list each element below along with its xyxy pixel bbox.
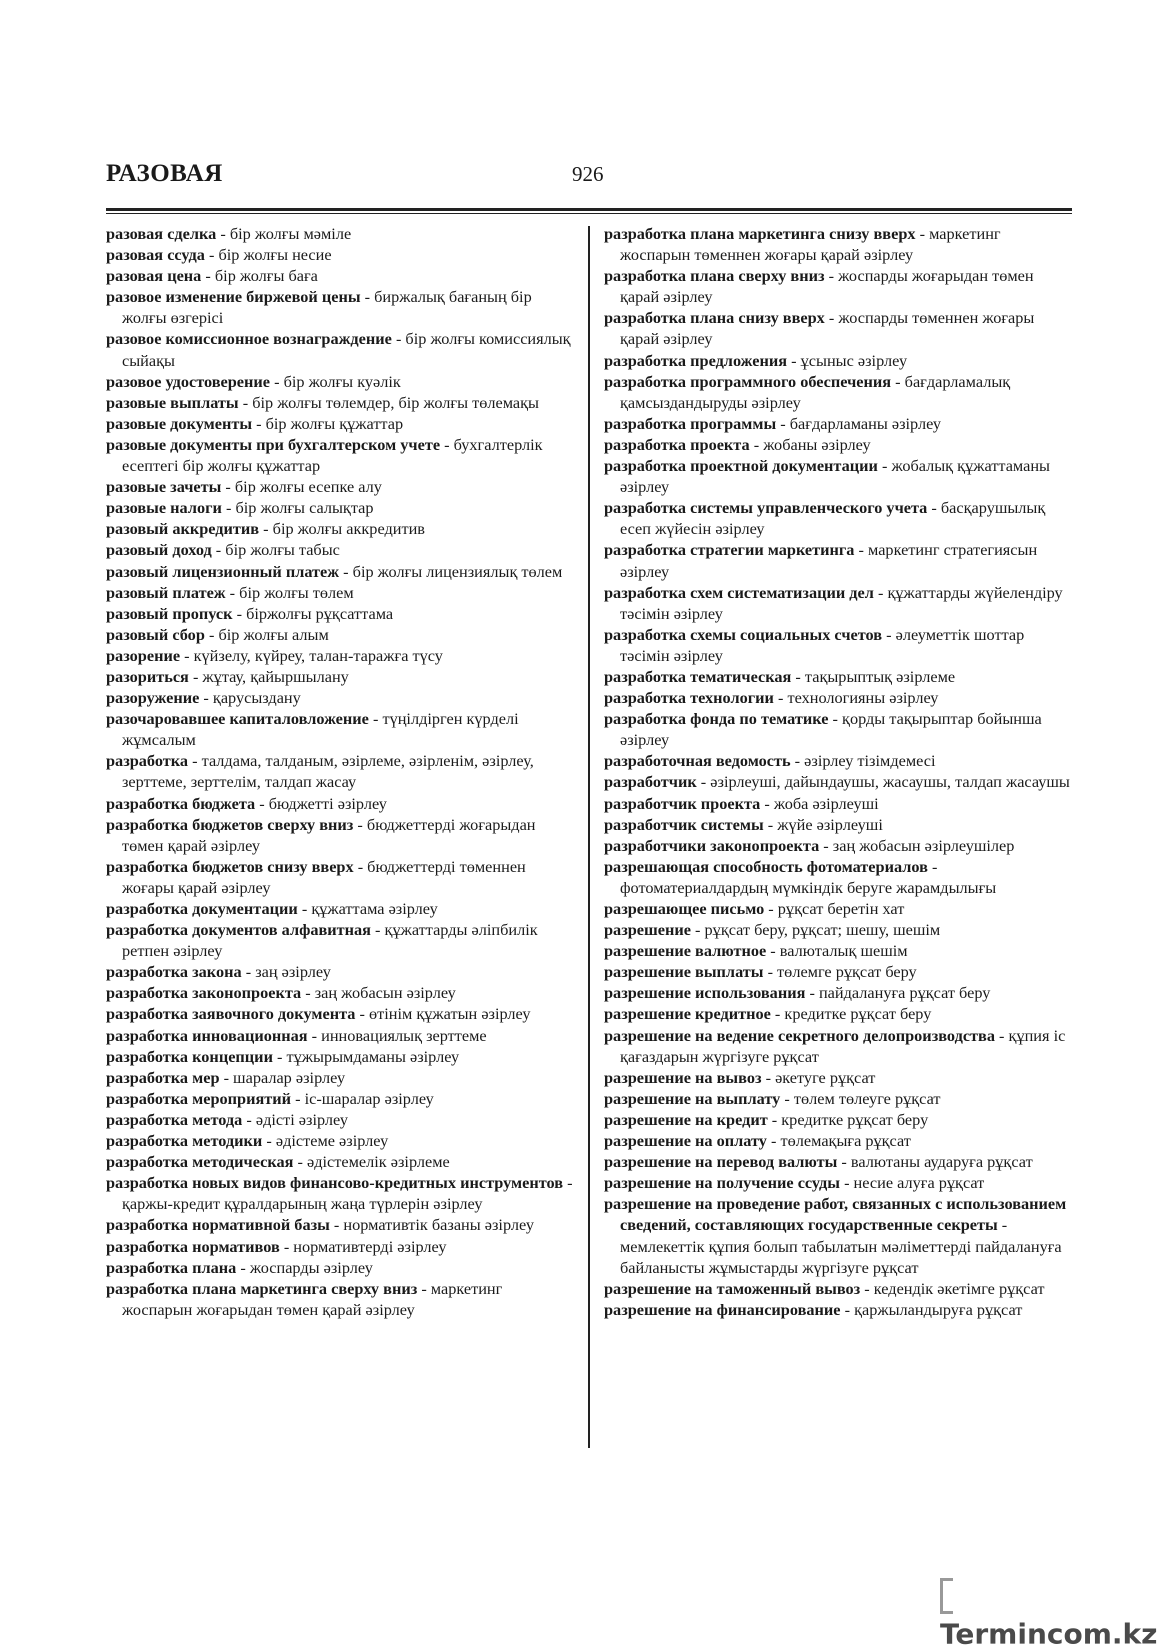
- dictionary-entry: [604, 582, 1072, 624]
- dictionary-entry: [106, 1088, 576, 1109]
- entry-definition: - қорды тақырыптар бойынша әзірлеу: [620, 709, 1042, 750]
- entry-definition: - қарусыздану: [199, 688, 301, 708]
- dictionary-entry: [106, 582, 576, 603]
- dictionary-entry: [604, 624, 1072, 666]
- entry-term: разработка закона: [106, 962, 242, 982]
- entry-term: разрешение валютное: [604, 941, 767, 961]
- left-column: [106, 223, 576, 1320]
- entry-definition: - бағдарламаны әзірлеу: [776, 413, 942, 433]
- entry-definition: - кредитке рұқсат беру: [770, 1004, 932, 1024]
- dictionary-entry: [604, 1193, 1072, 1277]
- right-column: [604, 223, 1072, 1320]
- entry-term: разрешение на проведение работ, связанных с использованием сведений, составляющих государственные секреты: [604, 1194, 1067, 1235]
- entry-definition: - бір жолғы несие: [204, 245, 332, 265]
- dictionary-entry: [106, 961, 576, 982]
- entry-definition: - әдістеме әзірлеу: [262, 1131, 389, 1151]
- entry-definition: - несие алуға рұқсат: [840, 1173, 985, 1193]
- entry-definition: - бір жолғы табыс: [211, 540, 340, 560]
- entry-term: разовые зачеты: [106, 477, 222, 497]
- entry-definition: - бір жолғы аккредитив: [259, 519, 425, 539]
- entry-term: разовый сбор: [106, 624, 205, 644]
- dictionary-entry: [106, 286, 576, 328]
- dictionary-entry: [106, 708, 576, 750]
- entry-definition: - рұқсат беру, рұқсат; шешу, шешім: [690, 920, 941, 940]
- entry-definition: - заң әзірлеу: [241, 962, 331, 982]
- dictionary-entry: [604, 1130, 1072, 1151]
- entry-definition: - төлем төлеуге рұқсат: [780, 1088, 941, 1108]
- dictionary-entry: [106, 539, 576, 560]
- dictionary-entry: [106, 392, 576, 413]
- entry-definition: - маркетинг жоспарын төменнен жоғары қарай әзірлеу: [620, 224, 1001, 265]
- dictionary-entry: [106, 1003, 576, 1024]
- entry-term: разрешение на выплату: [604, 1088, 781, 1108]
- entry-term: разработка системы управленческого учета: [604, 498, 928, 518]
- running-head: РАЗОВАЯ: [106, 160, 223, 187]
- entry-term: разработка стратегии маркетинга: [604, 540, 855, 560]
- dictionary-entry: [604, 814, 1072, 835]
- entry-term: разработка заявочного документа: [106, 1004, 356, 1024]
- entry-term: разрешение использования: [604, 983, 806, 1003]
- entry-definition: - заң жобасын әзірлеушілер: [819, 835, 1015, 855]
- entry-term: разориться: [106, 666, 189, 686]
- entry-definition: - бір жолғы баға: [201, 266, 318, 286]
- entry-definition: - жоспарды төменнен жоғары қарай әзірлеу: [620, 308, 1035, 349]
- entry-term: разовые документы при бухгалтерском учете: [106, 434, 441, 454]
- dictionary-entry: [106, 687, 576, 708]
- page-number: 926: [572, 162, 604, 186]
- entry-definition: - бюджеттерді жоғарыдан төмен қарай әзірлеу: [122, 814, 536, 855]
- entry-term: разработка плана маркетинга снизу вверх: [604, 224, 916, 243]
- dictionary-entry: [604, 1109, 1072, 1130]
- dictionary-entry: [106, 518, 576, 539]
- dictionary-entry: [106, 1214, 576, 1235]
- watermark-text: Termincom.kz: [940, 1617, 1158, 1651]
- logo-bracket-icon: [940, 1578, 953, 1614]
- entry-term: разовая сделка: [106, 224, 217, 243]
- entry-term: разработка предложения: [604, 350, 788, 370]
- dictionary-entry: [106, 793, 576, 814]
- entry-definition: - жүйе әзірлеуші: [763, 814, 883, 834]
- entry-term: разработка фонда по тематике: [604, 709, 829, 729]
- entry-term: разрешение выплаты: [604, 962, 764, 982]
- entry-term: разовые налоги: [106, 498, 222, 518]
- dictionary-entry: [106, 1130, 576, 1151]
- entry-definition: - іс-шаралар әзірлеу: [291, 1088, 434, 1108]
- dictionary-entry: [106, 603, 576, 624]
- entry-definition: - инновациялық зерттеме: [307, 1025, 487, 1045]
- entry-definition: - әзірлеу тізімдемесі: [790, 751, 936, 771]
- entry-definition: - шаралар әзірлеу: [219, 1067, 346, 1087]
- dictionary-entry: [106, 919, 576, 961]
- entry-term: разработка проектной документации: [604, 456, 878, 476]
- dictionary-entry: [106, 750, 576, 792]
- entry-term: разработчик: [604, 772, 697, 792]
- entry-term: разработка инновационная: [106, 1025, 308, 1045]
- dictionary-entry: [604, 1067, 1072, 1088]
- entry-term: разработка плана сверху вниз: [604, 266, 825, 286]
- entry-term: разработка нормативной базы: [106, 1215, 330, 1235]
- entry-definition: - тақырыптық әзірлеме: [791, 666, 956, 686]
- entry-definition: - жобаны әзірлеу: [749, 434, 871, 454]
- entry-term: разработчик проекта: [604, 793, 761, 813]
- entry-term: разработка метода: [106, 1109, 243, 1129]
- entry-definition: - маркетинг жоспарын жоғарыдан төмен қарай әзірлеу: [122, 1278, 503, 1319]
- dictionary-entry: [106, 476, 576, 497]
- entry-definition: - жоспарды жоғарыдан төмен қарай әзірлеу: [620, 266, 1034, 307]
- entry-term: разработка мероприятий: [106, 1088, 292, 1108]
- entry-term: разработка бюджета: [106, 793, 256, 813]
- dictionary-entry: [604, 961, 1072, 982]
- entry-term: разовый платеж: [106, 582, 226, 602]
- entry-term: разработка нормативов: [106, 1236, 280, 1256]
- dictionary-entry: [106, 1172, 576, 1214]
- entry-definition: - жобалық құжаттаманы әзірлеу: [620, 456, 1050, 497]
- dictionary-entry: [604, 1299, 1072, 1320]
- entry-definition: - бір жолғы есепке алу: [221, 477, 382, 497]
- entry-definition: - бір жолғы алым: [204, 624, 329, 644]
- entry-definition: - әлеуметтік шоттар тәсімін әзірлеу: [620, 624, 1025, 665]
- entry-term: разработка новых видов финансово-кредитных инструментов: [106, 1173, 564, 1193]
- dictionary-entry: [106, 1046, 576, 1067]
- entry-term: разовый лицензионный платеж: [106, 561, 340, 581]
- dictionary-entry: [106, 1257, 576, 1278]
- entry-term: разовое изменение биржевой цены: [106, 287, 361, 307]
- entry-term: разрешение на оплату: [604, 1131, 767, 1151]
- entry-term: разовый пропуск: [106, 603, 233, 623]
- page-header: [106, 150, 1072, 210]
- entry-definition: - біржолғы рұқсаттама: [232, 603, 394, 623]
- dictionary-entry: [604, 1088, 1072, 1109]
- entry-term: разорение: [106, 645, 181, 665]
- dictionary-entry: [604, 919, 1072, 940]
- entry-definition: - бір жолғы мәміле: [216, 224, 352, 243]
- entry-term: разовый доход: [106, 540, 212, 560]
- dictionary-entry: [604, 982, 1072, 1003]
- entry-term: разрешение на ведение секретного делопроизводства: [604, 1025, 995, 1045]
- entry-definition: - бір жолғы лицензиялық төлем: [339, 561, 563, 581]
- header-rule-thick: [106, 208, 1072, 211]
- entry-definition: - төлемге рұқсат беру: [763, 962, 917, 982]
- dictionary-entry: [106, 223, 576, 244]
- dictionary-entry: [604, 413, 1072, 434]
- entry-term: разработка мер: [106, 1067, 220, 1087]
- entry-definition: - түңілдірген күрделі жұмсалым: [122, 709, 519, 750]
- dictionary-entry: [604, 1003, 1072, 1024]
- dictionary-entry: [604, 265, 1072, 307]
- entry-term: разрешение на финансирование: [604, 1299, 841, 1319]
- dictionary-entry: [106, 1236, 576, 1257]
- entry-definition: - бір жолғы комиссиялық сыйақы: [122, 329, 571, 370]
- dictionary-entry: [604, 539, 1072, 581]
- entry-term: разработка схемы социальных счетов: [604, 624, 883, 644]
- entry-term: разработка бюджетов снизу вверх: [106, 856, 354, 876]
- dictionary-entry: [106, 1151, 576, 1172]
- dictionary-entry: [106, 898, 576, 919]
- entry-definition: - талдама, талданым, әзірлеме, әзірленім, әзірлеу, зерттеме, зерттелім, талдап жасау: [122, 751, 534, 792]
- entry-term: разработка: [106, 751, 189, 771]
- entry-definition: - бағдарламалық қамсыздандыруды әзірлеу: [620, 371, 1011, 412]
- entry-definition: - құпия іс қағаздарын жүргізуге рұқсат: [620, 1025, 1066, 1066]
- dictionary-entry: [106, 328, 576, 370]
- entry-term: разработочная ведомость: [604, 751, 791, 771]
- entry-term: разрешение: [604, 920, 691, 940]
- entry-definition: - технологияны әзірлеу: [773, 688, 939, 708]
- dictionary-entry: [604, 1151, 1072, 1172]
- dictionary-entry: [604, 497, 1072, 539]
- dictionary-entry: [604, 1025, 1072, 1067]
- entry-term: разрешение на вывоз: [604, 1067, 762, 1087]
- entry-term: разовая цена: [106, 266, 202, 286]
- dictionary-entry: [106, 856, 576, 898]
- entry-term: разработка проекта: [604, 434, 750, 454]
- entry-definition: - фотоматериалдардың мүмкіндік беруге жарамдылығы: [620, 856, 997, 897]
- entry-definition: - рұқсат беретін хат: [764, 899, 905, 918]
- dictionary-entry: [106, 624, 576, 645]
- entry-definition: - нормативтерді әзірлеу: [279, 1236, 447, 1256]
- dictionary-entry: [604, 455, 1072, 497]
- dictionary-entry: [106, 265, 576, 286]
- entry-definition: - нормативтік базаны әзірлеу: [329, 1215, 534, 1235]
- dictionary-entry: [106, 645, 576, 666]
- entry-term: разработка плана маркетинга сверху вниз: [106, 1278, 418, 1298]
- entry-term: разработка схем систематизации дел: [604, 582, 874, 602]
- dictionary-entry: [604, 835, 1072, 856]
- entry-definition: - әкетуге рұқсат: [761, 1067, 876, 1087]
- dictionary-entry: [604, 371, 1072, 413]
- entry-term: разрешение на перевод валюты: [604, 1152, 838, 1172]
- entry-definition: - бір жолғы төлем: [225, 582, 354, 602]
- entry-definition: - бюджеттерді төменнен жоғары қарай әзірлеу: [122, 856, 526, 897]
- entry-term: разовые документы: [106, 413, 253, 433]
- entry-definition: - құжаттама әзірлеу: [297, 899, 438, 918]
- entry-term: разрешающее письмо: [604, 899, 765, 918]
- entry-definition: - маркетинг стратегиясын әзірлеу: [620, 540, 1038, 581]
- dictionary-entry: [604, 307, 1072, 349]
- dictionary-entry: [106, 371, 576, 392]
- entry-term: разрешение на кредит: [604, 1109, 768, 1129]
- entry-term: разочаровавшее капиталовложение: [106, 709, 369, 729]
- dictionary-entry: [106, 434, 576, 476]
- entry-term: разоружение: [106, 688, 200, 708]
- dictionary-entry: [604, 687, 1072, 708]
- dictionary-entry: [106, 413, 576, 434]
- entry-term: разовая ссуда: [106, 245, 205, 265]
- entry-definition: - басқарушылық есеп жүйесін әзірлеу: [620, 498, 1046, 539]
- dictionary-entry: [106, 1067, 576, 1088]
- entry-definition: - құжаттарды жүйелендіру тәсімін әзірлеу: [620, 582, 1063, 623]
- entry-term: разработка законопроекта: [106, 983, 302, 1003]
- dictionary-entry: [106, 982, 576, 1003]
- entry-term: разработка технологии: [604, 688, 774, 708]
- entry-definition: - күйзелу, күйреу, талан-таражға түсу: [180, 645, 443, 665]
- entry-term: разработчик системы: [604, 814, 764, 834]
- header-rule-thin: [106, 213, 1072, 214]
- entry-term: разовое комиссионное вознаграждение: [106, 329, 392, 349]
- entry-definition: - жұтау, қайыршылану: [188, 666, 349, 686]
- entry-term: разрешение на таможенный вывоз: [604, 1278, 861, 1298]
- entry-definition: - биржалық бағаның бір жолғы өзгерісі: [122, 287, 532, 328]
- entry-term: разработчики законопроекта: [604, 835, 820, 855]
- entry-term: разработка концепции: [106, 1046, 273, 1066]
- entry-term: разовое удостоверение: [106, 371, 271, 391]
- entry-definition: - құжаттарды әліпбилік ретпен әзірлеу: [122, 920, 538, 961]
- column-divider: [588, 226, 590, 1448]
- entry-term: разрешение кредитное: [604, 1004, 771, 1024]
- watermark-logo: [940, 1580, 1158, 1651]
- entry-term: разработка программного обеспечения: [604, 371, 892, 391]
- entry-definition: - бір жолғы салықтар: [221, 498, 374, 518]
- entry-definition: - мемлекеттік құпия болып табылатын мәліметтерді пайдалануға байланысты жұмыстарды жүргізуге рұқсат: [620, 1215, 1062, 1277]
- dictionary-entry: [106, 1025, 576, 1046]
- entry-term: разработка плана: [106, 1257, 237, 1277]
- entry-term: разработка тематическая: [604, 666, 792, 686]
- dictionary-entry: [604, 856, 1072, 898]
- dictionary-entry: [604, 434, 1072, 455]
- dictionary-entry: [106, 1109, 576, 1130]
- entry-definition: - валютаны аударуға рұқсат: [837, 1152, 1033, 1172]
- dictionary-entry: [604, 666, 1072, 687]
- entry-term: разработка методики: [106, 1131, 263, 1151]
- entry-term: разработка документации: [106, 899, 298, 918]
- entry-term: разовый аккредитив: [106, 519, 260, 539]
- entry-definition: - әзірлеуші, дайындаушы, жасаушы, талдап жасаушы: [696, 772, 1070, 792]
- dictionary-entry: [604, 223, 1072, 265]
- entry-definition: - бір жолғы төлемдер, бір жолғы төлемақы: [238, 392, 539, 412]
- entry-term: разработка методическая: [106, 1152, 294, 1172]
- entry-term: разовые выплаты: [106, 392, 239, 412]
- entry-definition: - қаржыландыруға рұқсат: [840, 1299, 1023, 1319]
- dictionary-entry: [604, 350, 1072, 371]
- entry-term: разработка плана снизу вверх: [604, 308, 825, 328]
- entry-definition: - әдісті әзірлеу: [242, 1109, 349, 1129]
- entry-term: разработка документов алфавитная: [106, 920, 371, 940]
- dictionary-entry: [604, 708, 1072, 750]
- dictionary-entry: [106, 561, 576, 582]
- dictionary-entry: [604, 1278, 1072, 1299]
- dictionary-entry: [604, 898, 1072, 919]
- dictionary-entry: [106, 244, 576, 265]
- dictionary-entry: [106, 814, 576, 856]
- dictionary-entry: [604, 940, 1072, 961]
- entry-definition: - әдістемелік әзірлеме: [293, 1152, 450, 1172]
- entry-definition: - кедендік әкетімге рұқсат: [860, 1278, 1045, 1298]
- entry-definition: - пайдалануға рұқсат беру: [805, 983, 991, 1003]
- entry-definition: - бухгалтерлік есептегі бір жолғы құжаттар: [122, 434, 543, 476]
- entry-definition: - кредитке рұқсат беру: [767, 1109, 929, 1129]
- entry-definition: - заң жобасын әзірлеу: [301, 983, 456, 1003]
- dictionary-entry: [604, 1172, 1072, 1193]
- entry-definition: - бір жолғы құжаттар: [252, 413, 404, 433]
- dictionary-entry: [604, 793, 1072, 814]
- entry-definition: - ұсыныс әзірлеу: [787, 350, 908, 370]
- entry-definition: - жоспарды әзірлеу: [236, 1257, 373, 1277]
- entry-definition: - қаржы-кредит құралдарының жаңа түрлерін әзірлеу: [122, 1173, 573, 1214]
- entry-term: разрешающая способность фотоматериалов: [604, 856, 928, 876]
- dictionary-entry: [604, 750, 1072, 771]
- entry-definition: - жоба әзірлеуші: [760, 793, 879, 813]
- dictionary-entry: [106, 497, 576, 518]
- dictionary-entry: [604, 771, 1072, 792]
- entry-term: разрешение на получение ссуды: [604, 1173, 840, 1193]
- entry-term: разработка программы: [604, 413, 777, 433]
- entry-term: разработка бюджетов сверху вниз: [106, 814, 354, 834]
- dictionary-entry: [106, 666, 576, 687]
- entry-definition: - валюталық шешім: [766, 941, 908, 961]
- entry-definition: - өтінім құжатын әзірлеу: [355, 1004, 531, 1024]
- entry-definition: - бір жолғы куәлік: [270, 371, 401, 391]
- dictionary-entry: [106, 1278, 576, 1320]
- entry-definition: - бюджетті әзірлеу: [255, 793, 387, 813]
- entry-definition: - тұжырымдаманы әзірлеу: [272, 1046, 460, 1066]
- entry-definition: - төлемақыға рұқсат: [766, 1131, 911, 1151]
